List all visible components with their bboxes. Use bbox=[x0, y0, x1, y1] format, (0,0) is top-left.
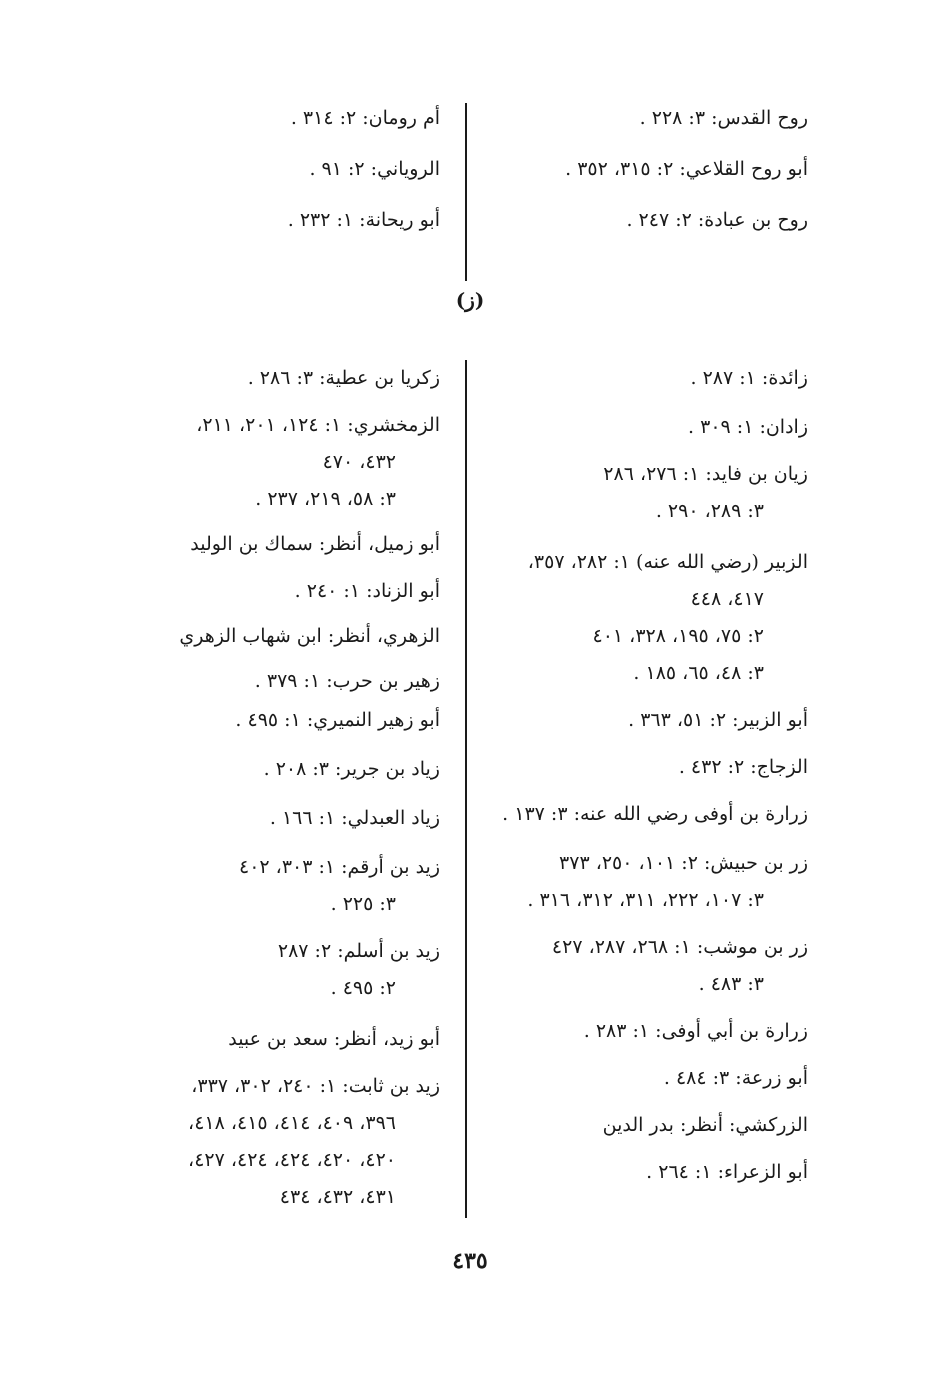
index-entry bbox=[488, 456, 808, 530]
top-right-column bbox=[488, 100, 808, 239]
index-entry bbox=[100, 1021, 440, 1058]
index-entry-line: روح القدس: ٣: ٢٢٨ . bbox=[639, 107, 808, 129]
index-entry-continuation: ٤٣٢، ٤٧٠ bbox=[322, 451, 396, 473]
index-entry bbox=[488, 202, 808, 239]
page-number: ٤٣٥ bbox=[452, 1248, 488, 1274]
index-entry-line: أبو الزناد: ١: ٢٤٠ . bbox=[294, 580, 440, 602]
index-entry bbox=[488, 100, 808, 137]
index-entry bbox=[488, 1013, 808, 1050]
index-entry bbox=[488, 1107, 808, 1144]
index-entry-continuation: ٣: ٥٨، ٢١٩، ٢٣٧ . bbox=[255, 488, 396, 510]
index-entry-line: أبو زهير النميري: ١: ٤٩٥ . bbox=[235, 709, 440, 731]
index-entry-line: زرارة بن أوفى رضي الله عنه: ٣: ١٣٧ . bbox=[502, 803, 808, 825]
section-letter-header: (ز) bbox=[455, 288, 485, 312]
index-entry bbox=[488, 544, 808, 692]
index-entry bbox=[488, 409, 808, 446]
index-entry-line: زائدة: ١: ٢٨٧ . bbox=[690, 367, 808, 389]
index-entry bbox=[100, 407, 440, 518]
index-entry bbox=[100, 849, 440, 923]
index-entry bbox=[100, 800, 440, 837]
index-entry-line: أبو زرعة: ٣: ٤٨٤ . bbox=[663, 1067, 808, 1089]
index-entry-continuation: ٤١٧، ٤٤٨ bbox=[690, 588, 764, 610]
index-entry-line: زرارة بن أبي أوفى: ١: ٢٨٣ . bbox=[583, 1020, 808, 1042]
index-entry bbox=[100, 618, 440, 655]
index-entry-continuation: ٤٢٠، ٤٢٠، ٤٢٤، ٤٢٤، ٤٢٧، bbox=[188, 1149, 396, 1171]
index-entry-line: الزجاج: ٢: ٤٣٢ . bbox=[678, 756, 808, 778]
index-entry bbox=[488, 1154, 808, 1191]
index-entry bbox=[488, 360, 808, 397]
index-entry bbox=[488, 151, 808, 188]
index-entry-line: زياد بن جرير: ٣: ٢٠٨ . bbox=[263, 758, 440, 780]
index-entry-continuation: ٣: ٢٨٩، ٢٩٠ . bbox=[655, 500, 764, 522]
index-entry-line: زيد بن ثابت: ١: ٢٤٠، ٣٠٢، ٣٣٧، bbox=[191, 1075, 440, 1097]
index-entry-continuation: ٣٩٦، ٤٠٩، ٤١٤، ٤١٥، ٤١٨، bbox=[188, 1112, 396, 1134]
scan-noise bbox=[540, 1312, 660, 1318]
index-entry bbox=[488, 796, 808, 833]
index-entry-line: الروياني: ٢: ٩١ . bbox=[309, 158, 440, 180]
index-entry bbox=[100, 573, 440, 610]
index-entry bbox=[488, 702, 808, 739]
column-divider-bottom bbox=[465, 360, 467, 1218]
index-entry-line: الزمخشري: ١: ١٢٤، ٢٠١، ٢١١، bbox=[196, 414, 440, 436]
index-entry bbox=[100, 526, 440, 563]
index-entry bbox=[100, 202, 440, 239]
index-entry bbox=[100, 151, 440, 188]
index-entry-line: أبو روح القلاعي: ٢: ٣١٥، ٣٥٢ . bbox=[565, 158, 808, 180]
index-entry bbox=[100, 933, 440, 1007]
index-entry bbox=[488, 845, 808, 919]
index-entry-line: الزركشي: أنظر: بدر الدين bbox=[602, 1114, 808, 1136]
index-entry-line: أبو الزبير: ٢: ٥١، ٣٦٣ . bbox=[628, 709, 808, 731]
index-entry bbox=[488, 929, 808, 1003]
index-entry bbox=[100, 663, 440, 700]
index-entry-line: زيد بن أسلم: ٢: ٢٨٧ bbox=[277, 940, 440, 962]
index-entry-line: زر بن موشب: ١: ٢٦٨، ٢٨٧، ٤٢٧ bbox=[551, 936, 808, 958]
index-entry-continuation: ٣: ٢٢٥ . bbox=[330, 893, 396, 915]
index-entry-line: أبو الزعراء: ١: ٢٦٤ . bbox=[646, 1161, 808, 1183]
index-entry-line: زياد العبدلي: ١: ١٦٦ . bbox=[269, 807, 440, 829]
index-entry-continuation: ٣: ٤٨، ٦٥، ١٨٥ . bbox=[633, 662, 764, 684]
index-entry-line: روح بن عبادة: ٢: ٢٤٧ . bbox=[626, 209, 808, 231]
index-entry-line: أبو زيد، أنظر: سعد بن عبيد bbox=[228, 1028, 440, 1050]
index-entry-line: أبو زميل، أنظر: سماك بن الوليد bbox=[190, 533, 440, 555]
top-left-column bbox=[100, 100, 440, 239]
index-entry bbox=[100, 702, 440, 739]
index-entry-line: أبو ريحانة: ١: ٢٣٢ . bbox=[287, 209, 440, 231]
index-entry-line: زر بن حبيش: ٢: ١٠١، ٢٥٠، ٣٧٣ bbox=[559, 852, 808, 874]
index-entry-line: زيان بن فايد: ١: ٢٧٦، ٢٨٦ bbox=[603, 463, 808, 485]
index-entry bbox=[100, 360, 440, 397]
index-entry-line: زيد بن أرقم: ١: ٣٠٣، ٤٠٢ bbox=[239, 856, 440, 878]
index-entry bbox=[100, 1068, 440, 1216]
index-entry bbox=[100, 100, 440, 137]
index-entry-continuation: ٣: ٤٨٣ . bbox=[698, 973, 764, 995]
main-right-column bbox=[488, 360, 808, 1191]
main-left-column bbox=[100, 360, 440, 1216]
index-entry-line: زكريا بن عطية: ٣: ٢٨٦ . bbox=[247, 367, 440, 389]
index-entry-line: أم رومان: ٢: ٣١٤ . bbox=[290, 107, 440, 129]
index-entry-continuation: ٤٣١، ٤٣٢، ٤٣٤ bbox=[279, 1186, 396, 1208]
index-entry bbox=[100, 751, 440, 788]
index-entry-continuation: ٣: ١٠٧، ٢٢٢، ٣١١، ٣١٢، ٣١٦ . bbox=[527, 889, 764, 911]
index-entry-line: زادان: ١: ٣٠٩ . bbox=[688, 416, 808, 438]
index-entry bbox=[488, 749, 808, 786]
index-entry-continuation: ٢: ٤٩٥ . bbox=[330, 977, 396, 999]
index-entry-line: الزهري، أنظر: ابن شهاب الزهري bbox=[179, 625, 440, 647]
column-divider-top bbox=[465, 103, 467, 281]
index-entry-line: الزبير (رضي الله عنه) ١: ٢٨٢، ٣٥٧، bbox=[527, 551, 808, 573]
index-entry-continuation: ٢: ٧٥، ١٩٥، ٣٢٨، ٤٠١ bbox=[592, 625, 764, 647]
index-entry bbox=[488, 1060, 808, 1097]
index-entry-line: زهير بن حرب: ١: ٣٧٩ . bbox=[254, 670, 440, 692]
